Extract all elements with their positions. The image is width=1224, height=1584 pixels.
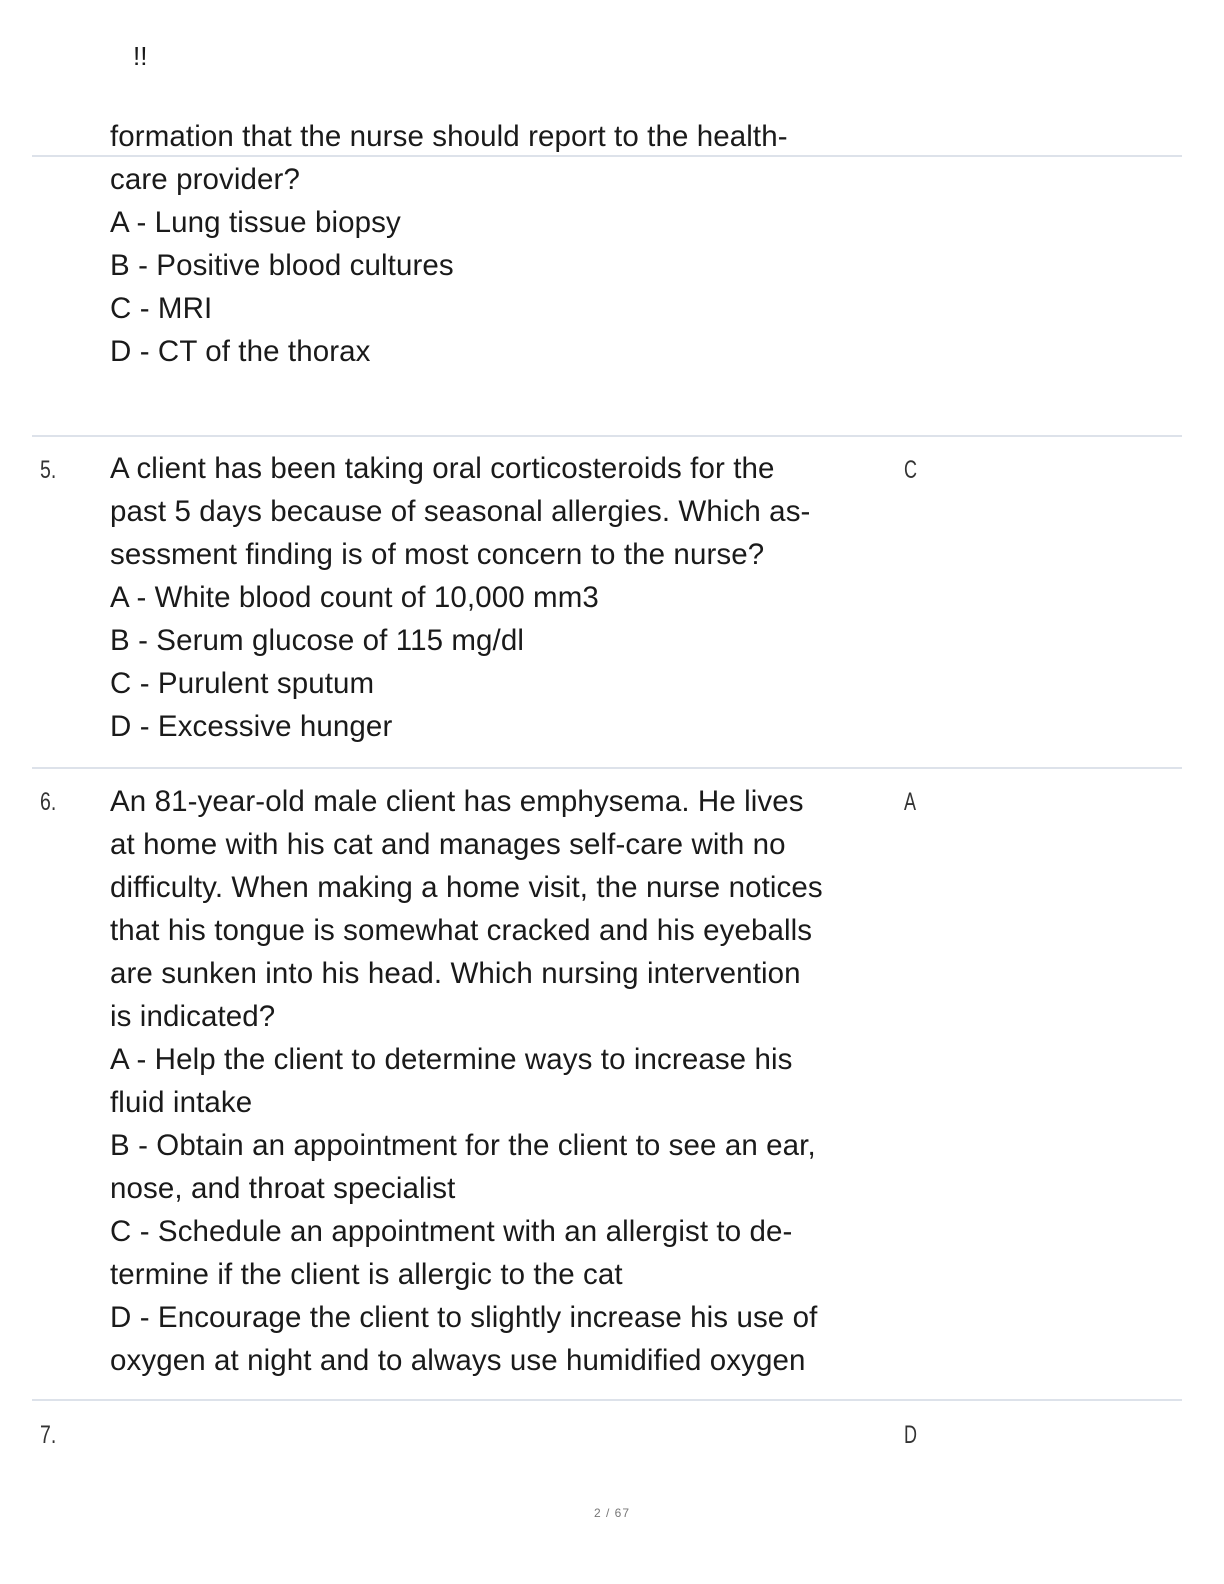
question-line: that his tongue is somewhat cracked and his eyeballs — [110, 914, 813, 947]
option-b: B - Serum glucose of 115 mg/dl — [110, 624, 525, 657]
question-line: at home with his cat and manages self-care with no — [110, 828, 786, 861]
option-c: C - MRI — [110, 292, 213, 325]
answer-letter: C — [904, 456, 918, 484]
option-a: A - Help the client to determine ways to increase his — [110, 1043, 793, 1076]
option-b: B - Positive blood cultures — [110, 249, 454, 282]
page-number: 2 / 67 — [593, 1506, 631, 1520]
option-a: A - White blood count of 10,000 mm3 — [110, 581, 599, 614]
divider — [32, 1399, 1182, 1401]
option-c-continued: termine if the client is allergic to the cat — [110, 1258, 623, 1291]
question-number: 5. — [40, 456, 57, 484]
option-d: D - Encourage the client to slightly increase his use of — [110, 1301, 818, 1334]
option-a-continued: fluid intake — [110, 1086, 253, 1119]
question-line: are sunken into his head. Which nursing intervention — [110, 957, 801, 990]
question-line: is indicated? — [110, 1000, 276, 1033]
option-b: B - Obtain an appointment for the client to see an ear, — [110, 1129, 816, 1162]
answer-letter: D — [904, 1421, 918, 1449]
divider — [32, 435, 1182, 437]
question-card-5 — [110, 447, 910, 748]
answer-letter: A — [904, 788, 917, 816]
option-b-continued: nose, and throat specialist — [110, 1172, 456, 1205]
option-d-continued: oxygen at night and to always use humidified oxygen — [110, 1344, 806, 1377]
question-line: care provider? — [110, 163, 300, 196]
question-card-continued — [110, 115, 910, 373]
option-c: C - Purulent sputum — [110, 667, 375, 700]
divider — [32, 767, 1182, 769]
option-d: D - CT of the thorax — [110, 335, 371, 368]
question-number: 7. — [40, 1421, 57, 1449]
option-a: A - Lung tissue biopsy — [110, 206, 401, 239]
question-line: formation that the nurse should report to the health- — [110, 120, 788, 153]
top-mark: !! — [133, 41, 148, 71]
question-line: An 81-year-old male client has emphysema. He lives — [110, 785, 804, 818]
question-line: sessment finding is of most concern to the nurse? — [110, 538, 765, 571]
option-d: D - Excessive hunger — [110, 710, 393, 743]
question-line: difficulty. When making a home visit, the nurse notices — [110, 871, 823, 904]
question-line: A client has been taking oral corticosteroids for the — [110, 452, 775, 485]
option-c: C - Schedule an appointment with an allergist to de- — [110, 1215, 793, 1248]
question-number: 6. — [40, 788, 57, 816]
question-card-6 — [110, 780, 910, 1382]
question-line: past 5 days because of seasonal allergies. Which as- — [110, 495, 811, 528]
